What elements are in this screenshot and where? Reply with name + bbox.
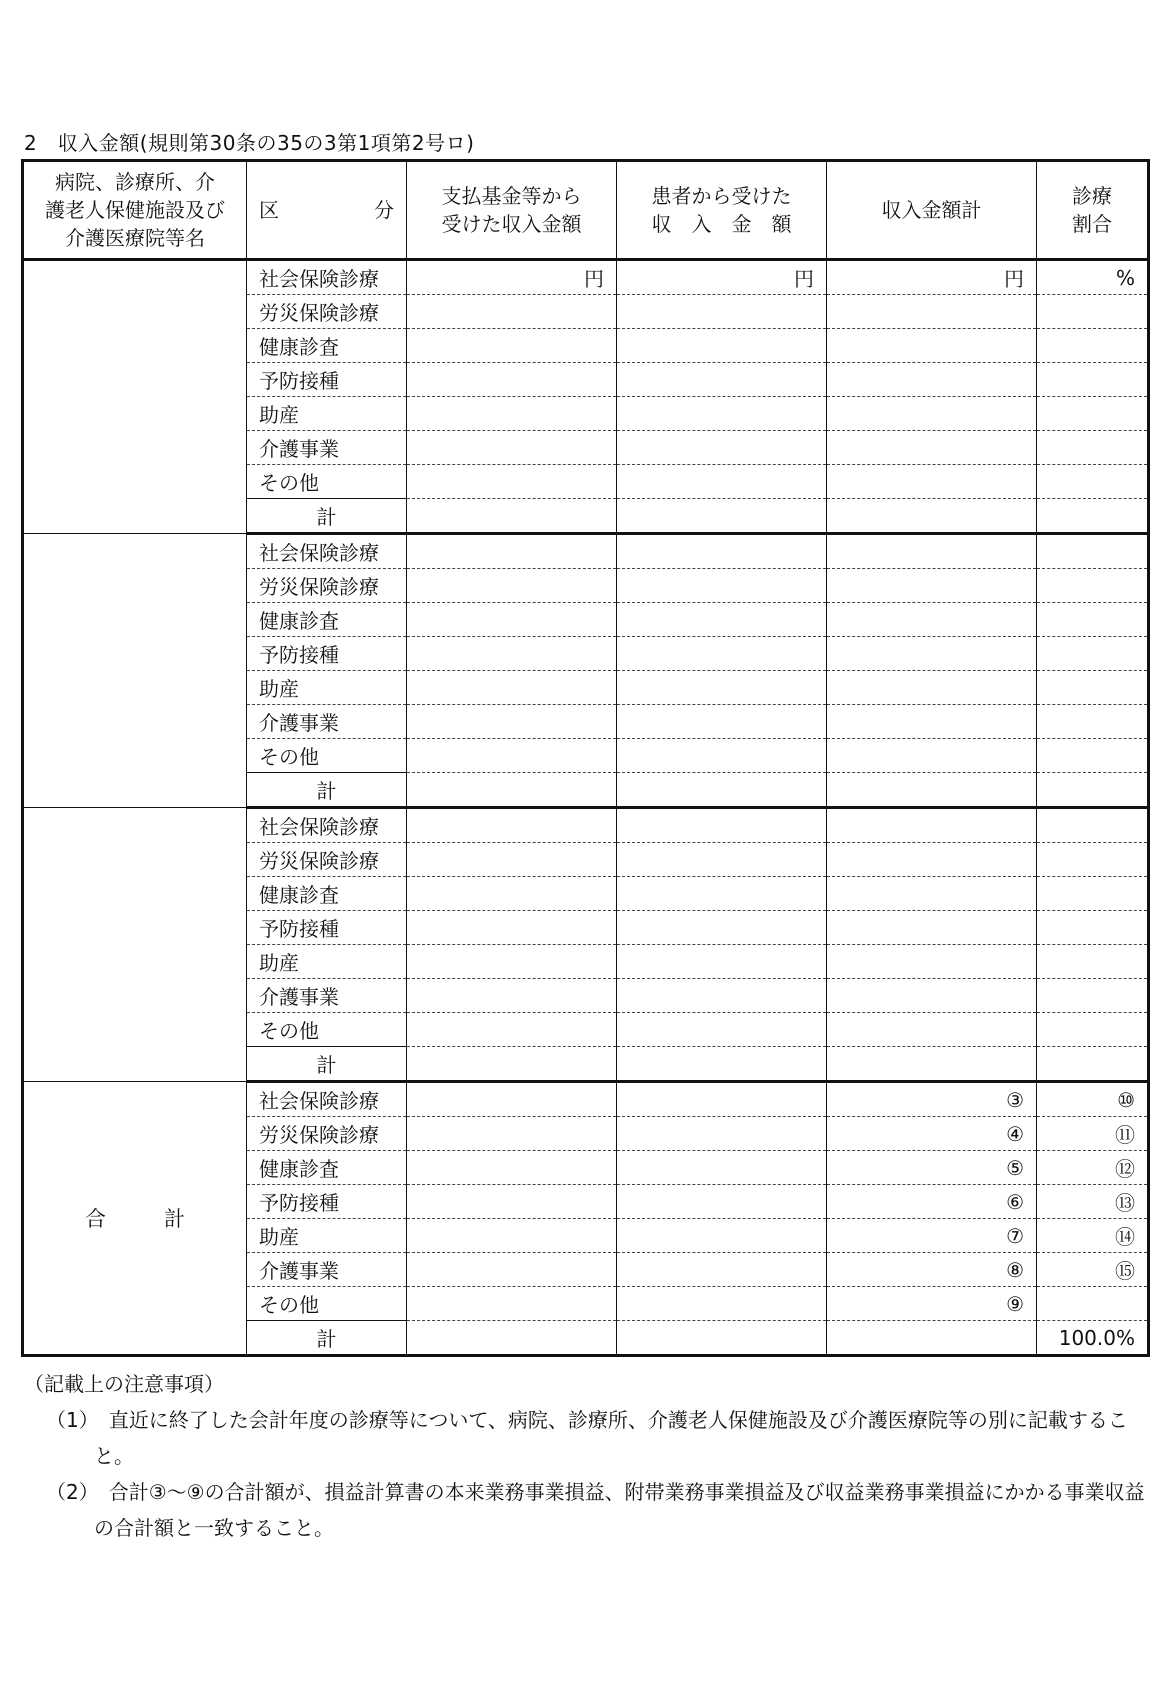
patient-income-cell[interactable] (617, 295, 827, 329)
fund-income-cell[interactable] (407, 1013, 617, 1047)
medical-ratio-cell[interactable] (1037, 911, 1149, 945)
income-total-cell[interactable] (827, 295, 1037, 329)
fund-income-cell[interactable] (407, 1151, 617, 1185)
medical-ratio-cell[interactable] (1037, 877, 1149, 911)
subtotal-label: 計 (247, 1321, 407, 1356)
medical-ratio-cell[interactable] (1037, 1287, 1149, 1321)
patient-income-cell[interactable] (617, 739, 827, 773)
note-item-2: （2） 合計③～⑨の合計額が、損益計算書の本来業務事業損益、附帯業務事業損益及び収益業務事業損益にかかる事業収益の合計額と一致すること。 (46, 1480, 1145, 1540)
table-row (23, 534, 1149, 569)
table-body (23, 260, 1149, 1356)
income-table (21, 159, 1150, 1357)
subtotal-label: 計 (247, 499, 407, 534)
income-total-cell[interactable] (827, 397, 1037, 431)
category-label: 介護事業 (247, 979, 407, 1013)
fund-income-cell[interactable] (407, 465, 617, 499)
notes-section (24, 1366, 1154, 1546)
header-category: 区 分 (247, 161, 407, 260)
medical-ratio-cell[interactable] (1037, 808, 1149, 843)
facility-name-cell[interactable] (23, 808, 247, 1082)
medical-ratio-cell[interactable]: ⑮ (1037, 1253, 1149, 1287)
medical-ratio-cell[interactable] (1037, 397, 1149, 431)
patient-income-cell[interactable] (617, 705, 827, 739)
category-label: 助産 (247, 945, 407, 979)
header-facility-name: 病院、診療所、介 護老人保健施設及び 介護医療院等名 (23, 161, 247, 260)
income-total-cell[interactable] (827, 1047, 1037, 1082)
income-total-cell[interactable] (827, 603, 1037, 637)
fund-income-cell[interactable] (407, 979, 617, 1013)
patient-income-cell[interactable] (617, 534, 827, 569)
category-label: 予防接種 (247, 637, 407, 671)
medical-ratio-cell[interactable]: ⑪ (1037, 1117, 1149, 1151)
category-label: 労災保険診療 (247, 1117, 407, 1151)
fund-income-cell[interactable] (407, 671, 617, 705)
fund-income-cell[interactable] (407, 1117, 617, 1151)
fund-income-cell[interactable] (407, 499, 617, 534)
medical-ratio-cell[interactable]: 100.0% (1037, 1321, 1149, 1356)
income-total-cell[interactable]: ⑥ (827, 1185, 1037, 1219)
category-label: 社会保険診療 (247, 260, 407, 295)
category-label: 介護事業 (247, 431, 407, 465)
medical-ratio-cell[interactable] (1037, 1013, 1149, 1047)
income-total-cell[interactable]: ③ (827, 1082, 1037, 1117)
patient-income-cell[interactable] (617, 1082, 827, 1117)
category-label: 健康診査 (247, 1151, 407, 1185)
table-row (23, 808, 1149, 843)
income-total-cell[interactable] (827, 431, 1037, 465)
medical-ratio-cell[interactable] (1037, 739, 1149, 773)
fund-income-cell[interactable] (407, 363, 617, 397)
fund-income-cell[interactable] (407, 773, 617, 808)
fund-income-cell[interactable] (407, 705, 617, 739)
category-label: 介護事業 (247, 705, 407, 739)
medical-ratio-cell[interactable] (1037, 945, 1149, 979)
category-label: 助産 (247, 671, 407, 705)
header-patient-income: 患者から受けた 収 入 金 額 (617, 161, 827, 260)
income-total-cell[interactable]: ⑧ (827, 1253, 1037, 1287)
category-label: 労災保険診療 (247, 843, 407, 877)
medical-ratio-cell[interactable] (1037, 705, 1149, 739)
fund-income-cell[interactable] (407, 1082, 617, 1117)
grand-total-label: 合 計 (23, 1082, 247, 1356)
medical-ratio-cell[interactable] (1037, 843, 1149, 877)
fund-income-cell[interactable] (407, 739, 617, 773)
income-total-cell[interactable] (827, 877, 1037, 911)
fund-income-cell[interactable] (407, 329, 617, 363)
notes-title: （記載上の注意事項） (24, 1372, 224, 1396)
patient-income-cell[interactable] (617, 979, 827, 1013)
income-total-cell[interactable] (827, 499, 1037, 534)
subtotal-label: 計 (247, 1047, 407, 1082)
medical-ratio-cell[interactable] (1037, 363, 1149, 397)
income-total-cell[interactable] (827, 843, 1037, 877)
patient-income-cell[interactable] (617, 363, 827, 397)
header-income-total: 収入金額計 (827, 161, 1037, 260)
fund-income-cell[interactable] (407, 569, 617, 603)
patient-income-cell[interactable] (617, 637, 827, 671)
facility-name-cell[interactable] (23, 534, 247, 808)
facility-name-cell[interactable] (23, 260, 247, 534)
income-total-cell[interactable] (827, 569, 1037, 603)
income-total-cell[interactable] (827, 979, 1037, 1013)
income-total-cell[interactable]: 円 (827, 260, 1037, 295)
category-label: 予防接種 (247, 363, 407, 397)
income-total-cell[interactable] (827, 329, 1037, 363)
income-total-cell[interactable]: ⑤ (827, 1151, 1037, 1185)
income-total-cell[interactable] (827, 671, 1037, 705)
medical-ratio-cell[interactable] (1037, 295, 1149, 329)
income-total-cell[interactable] (827, 911, 1037, 945)
income-total-cell[interactable] (827, 773, 1037, 808)
patient-income-cell[interactable] (617, 569, 827, 603)
fund-income-cell[interactable] (407, 1253, 617, 1287)
income-total-cell[interactable] (827, 705, 1037, 739)
category-label: その他 (247, 1013, 407, 1047)
category-label: 助産 (247, 397, 407, 431)
category-label: 社会保険診療 (247, 1082, 407, 1117)
fund-income-cell[interactable] (407, 431, 617, 465)
subtotal-label: 計 (247, 773, 407, 808)
patient-income-cell[interactable] (617, 329, 827, 363)
fund-income-cell[interactable] (407, 1287, 617, 1321)
category-label: 労災保険診療 (247, 569, 407, 603)
patient-income-cell[interactable] (617, 1321, 827, 1356)
medical-ratio-cell[interactable] (1037, 329, 1149, 363)
category-label: その他 (247, 739, 407, 773)
fund-income-cell[interactable] (407, 603, 617, 637)
fund-income-cell[interactable] (407, 877, 617, 911)
income-total-cell[interactable] (827, 1013, 1037, 1047)
category-label: 健康診査 (247, 877, 407, 911)
fund-income-cell[interactable] (407, 1185, 617, 1219)
fund-income-cell[interactable] (407, 911, 617, 945)
income-total-cell[interactable] (827, 637, 1037, 671)
medical-ratio-cell[interactable] (1037, 1047, 1149, 1082)
header-medical-ratio: 診療 割合 (1037, 161, 1149, 260)
category-label: 助産 (247, 1219, 407, 1253)
fund-income-cell[interactable]: 円 (407, 260, 617, 295)
medical-ratio-cell[interactable]: ⑬ (1037, 1185, 1149, 1219)
category-label: 介護事業 (247, 1253, 407, 1287)
fund-income-cell[interactable] (407, 1047, 617, 1082)
fund-income-cell[interactable] (407, 397, 617, 431)
medical-ratio-cell[interactable] (1037, 534, 1149, 569)
patient-income-cell[interactable] (617, 431, 827, 465)
fund-income-cell[interactable] (407, 295, 617, 329)
fund-income-cell[interactable] (407, 637, 617, 671)
income-total-cell[interactable] (827, 945, 1037, 979)
fund-income-cell[interactable] (407, 843, 617, 877)
header-fund-income: 支払基金等から 受けた収入金額 (407, 161, 617, 260)
patient-income-cell[interactable] (617, 1013, 827, 1047)
patient-income-cell[interactable] (617, 603, 827, 637)
fund-income-cell[interactable] (407, 534, 617, 569)
fund-income-cell[interactable] (407, 1321, 617, 1356)
patient-income-cell[interactable] (617, 843, 827, 877)
patient-income-cell[interactable] (617, 808, 827, 843)
fund-income-cell[interactable] (407, 1219, 617, 1253)
income-total-cell[interactable]: ⑦ (827, 1219, 1037, 1253)
medical-ratio-cell[interactable] (1037, 431, 1149, 465)
income-total-cell[interactable] (827, 534, 1037, 569)
income-total-cell[interactable]: ⑨ (827, 1287, 1037, 1321)
medical-ratio-cell[interactable] (1037, 569, 1149, 603)
section-heading: 2 収入金額(規則第30条の35の3第1項第2号ロ) (24, 131, 475, 155)
category-label: 社会保険診療 (247, 534, 407, 569)
medical-ratio-cell[interactable] (1037, 603, 1149, 637)
patient-income-cell[interactable] (617, 773, 827, 808)
patient-income-cell[interactable] (617, 1151, 827, 1185)
category-label: 健康診査 (247, 329, 407, 363)
category-label: 社会保険診療 (247, 808, 407, 843)
patient-income-cell[interactable] (617, 465, 827, 499)
income-total-cell[interactable]: ④ (827, 1117, 1037, 1151)
income-total-cell[interactable] (827, 808, 1037, 843)
category-label: その他 (247, 1287, 407, 1321)
patient-income-cell[interactable] (617, 671, 827, 705)
income-total-cell[interactable] (827, 739, 1037, 773)
patient-income-cell[interactable] (617, 1253, 827, 1287)
medical-ratio-cell[interactable]: ⑫ (1037, 1151, 1149, 1185)
medical-ratio-cell[interactable]: ⑭ (1037, 1219, 1149, 1253)
patient-income-cell[interactable] (617, 397, 827, 431)
table-row (23, 1082, 1149, 1117)
patient-income-cell[interactable] (617, 1047, 827, 1082)
category-label: 労災保険診療 (247, 295, 407, 329)
patient-income-cell[interactable] (617, 1185, 827, 1219)
category-label: 予防接種 (247, 911, 407, 945)
income-total-cell[interactable] (827, 1321, 1037, 1356)
note-item-1: （1） 直近に終了した会計年度の診療等について、病院、診療所、介護老人保健施設及び介護医療院等の別に記載すること。 (46, 1408, 1128, 1468)
patient-income-cell[interactable] (617, 1219, 827, 1253)
patient-income-cell[interactable] (617, 499, 827, 534)
category-label: その他 (247, 465, 407, 499)
table-header-row (23, 161, 1149, 260)
medical-ratio-cell[interactable] (1037, 979, 1149, 1013)
income-total-cell[interactable] (827, 363, 1037, 397)
income-total-cell[interactable] (827, 465, 1037, 499)
patient-income-cell[interactable] (617, 877, 827, 911)
medical-ratio-cell[interactable] (1037, 637, 1149, 671)
patient-income-cell[interactable] (617, 911, 827, 945)
fund-income-cell[interactable] (407, 808, 617, 843)
category-label: 予防接種 (247, 1185, 407, 1219)
category-label: 健康診査 (247, 603, 407, 637)
medical-ratio-cell[interactable] (1037, 465, 1149, 499)
patient-income-cell[interactable] (617, 1287, 827, 1321)
medical-ratio-cell[interactable] (1037, 499, 1149, 534)
medical-ratio-cell[interactable]: % (1037, 260, 1149, 295)
medical-ratio-cell[interactable] (1037, 773, 1149, 808)
medical-ratio-cell[interactable]: ⑩ (1037, 1082, 1149, 1117)
patient-income-cell[interactable] (617, 1117, 827, 1151)
medical-ratio-cell[interactable] (1037, 671, 1149, 705)
patient-income-cell[interactable] (617, 945, 827, 979)
table-row (23, 260, 1149, 295)
fund-income-cell[interactable] (407, 945, 617, 979)
patient-income-cell[interactable]: 円 (617, 260, 827, 295)
